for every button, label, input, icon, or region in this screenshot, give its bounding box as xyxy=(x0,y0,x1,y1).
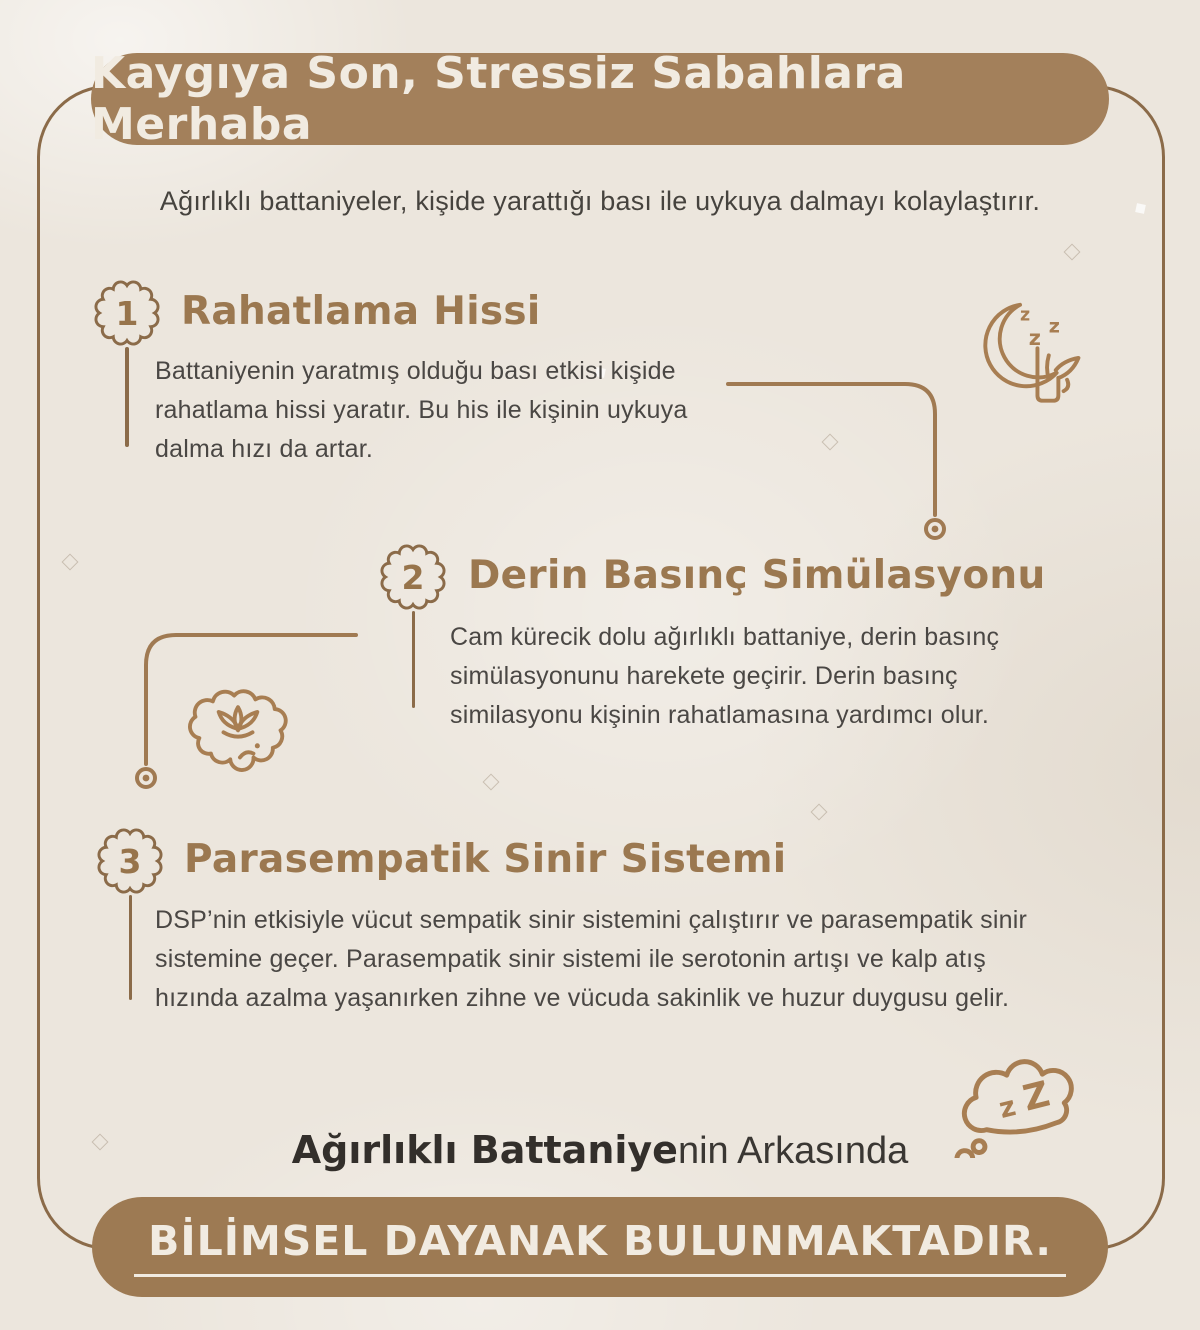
section3-body-line: hızında azalma yaşanırken zihne ve vücuda sakinlik ve huzur duygusu gelir. xyxy=(155,984,1010,1012)
footer-lead-rest: nin Arkasında xyxy=(677,1130,909,1172)
svg-text:z: z xyxy=(1028,325,1041,350)
section2-number-badge xyxy=(380,544,446,610)
section3-number: 3 xyxy=(118,841,142,881)
brain-lotus-icon xyxy=(180,680,296,772)
footer-lead-bold: Ağırlıklı Battaniye xyxy=(291,1128,678,1172)
section3-body-line: sistemine geçer. Parasempatik sinir sistemi ile serotonin artışı ve kalp atış xyxy=(155,945,987,973)
footer-banner-text: BİLİMSEL DAYANAK BULUNMAKTADIR. xyxy=(134,1217,1066,1277)
section2-number: 2 xyxy=(401,557,425,597)
section1-stem-line xyxy=(125,347,129,447)
section3-number-badge xyxy=(97,828,163,894)
section2-body-line: simülasyonunu harekete geçirir. Derin basınç xyxy=(450,662,958,690)
header-banner xyxy=(91,48,1109,150)
section1-number-badge xyxy=(94,280,160,346)
moon-zzz-icon xyxy=(966,290,1088,412)
section2-body xyxy=(450,618,1090,735)
intro-text: Ağırlıklı battaniyeler, kişide yarattığı bası ile uykuya dalmayı kolaylaştırır. xyxy=(159,186,1041,216)
svg-text:z: z xyxy=(1048,314,1060,338)
section1-title: Rahatlama Hissi xyxy=(181,289,541,334)
section2-stem-line xyxy=(412,611,416,708)
section1-body-line: rahatlama hissi yaratır. Bu his ile kişinin uykuya xyxy=(155,396,688,424)
svg-text:z: z xyxy=(1020,305,1031,326)
section1-body xyxy=(155,352,775,469)
section3-stem-line xyxy=(129,895,133,1000)
connector-line-1 xyxy=(724,378,954,546)
footer-lead-text xyxy=(0,1128,1200,1173)
section1-number: 1 xyxy=(115,293,139,333)
section2-body-line: Cam kürecik dolu ağırlıklı battaniye, derin basınç xyxy=(450,623,1000,651)
section3-body-line: DSP’nin etkisiyle vücut sempatik sinir sistemini çalıştırır ve parasempatik sinir xyxy=(155,906,1028,934)
page-title: Kaygıya Son, Stressiz Sabahlara Merhaba xyxy=(91,48,906,150)
section3-body xyxy=(155,901,1145,1018)
section1-body-line: dalma hızı da artar. xyxy=(155,435,374,463)
section1-body-line: Battaniyenin yaratmış olduğu bası etkisi kişide xyxy=(155,357,676,385)
svg-text:Z: Z xyxy=(1018,1073,1054,1120)
svg-text:z: z xyxy=(995,1090,1019,1125)
section2-title: Derin Basınç Simülasyonu xyxy=(468,553,1046,598)
footer-banner xyxy=(92,1197,1108,1297)
section3-title: Parasempatik Sinir Sistemi xyxy=(184,837,787,882)
section2-body-line: similasyonu kişinin rahatlamasına yardımcı olur. xyxy=(450,701,989,729)
